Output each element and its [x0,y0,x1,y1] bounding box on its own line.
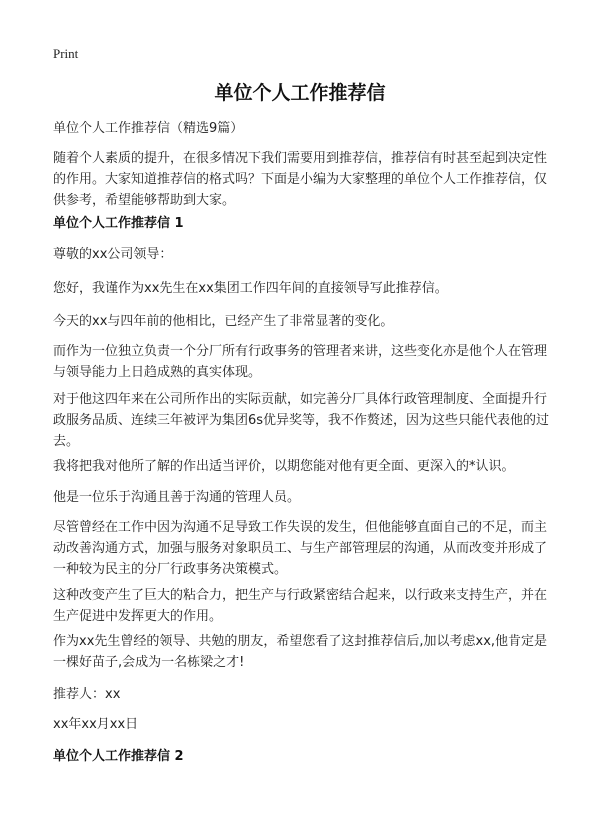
section-heading-2: 单位个人工作推荐信 2 [53,749,184,764]
paragraph-cohesion: 这种改变产生了巨大的粘合力，把生产与行政紧密结合起来，以行政来支持生产，并在生产促进中发挥更大的作用。 [53,588,548,624]
recommender: 推荐人：xx [53,687,121,702]
paragraph-contribution: 对于他这四年来在公司所作出的实际贡献，如完善分厂具体行政管理制度、全面提升行政服务品质、连续三年被评为集团6s优异奖等，我不作赘述，因为这些只能代表他的过去。 [53,392,550,449]
intro-paragraph: 随着个人素质的提升，在很多情况下我们需要用到推荐信，推荐信有时甚至起到决定性的作用。大家知道推荐信的格式吗？下面是小编为大家整理的单位个人工作推荐信，仅供参考，希望能够帮助到大家。 [53,151,548,208]
paragraph-improvement: 尽管曾经在工作中因为沟通不足导致工作失误的发生，但他能够直面自己的不足，而主动改善沟通方式，加强与服务对象职员工、与生产部管理层的沟通，从而改变并形成了一种较为民主的分厂行政事务决策模式。 [53,520,548,577]
paragraph-communication: 他是一位乐于沟通且善于沟通的管理人员。 [53,490,301,505]
section-heading-1: 单位个人工作推荐信 1 [53,216,184,231]
salutation: 尊敬的xx公司领导： [53,247,173,262]
paragraph-evaluation: 我将把我对他所了解的作出适当评价，以期您能对他有更全面、更深入的*认识。 [53,459,515,474]
date-line: xx年xx月xx日 [53,717,139,732]
paragraph-management: 而作为一位独立负责一个分厂所有行政事务的管理者来讲，这些变化亦是他个人在管理与领导能力上日趋成熟的真实体现。 [53,344,548,380]
paragraph-recommendation: 作为xx先生曾经的领导、共勉的朋友，希望您看了这封推荐信后,加以考虑xx,他肯定是一棵好苗子,会成为一名栋梁之才! [53,634,548,670]
paragraph-change: 今天的xx与四年前的他相比，已经产生了非常显著的变化。 [53,314,394,329]
document-title: 单位个人工作推荐信 [214,82,386,104]
print-link[interactable]: Print [53,46,79,61]
paragraph-greeting: 您好，我谨作为xx先生在xx集团工作四年间的直接领导写此推荐信。 [53,281,448,296]
document-subtitle: 单位个人工作推荐信（精选9篇） [53,121,244,136]
